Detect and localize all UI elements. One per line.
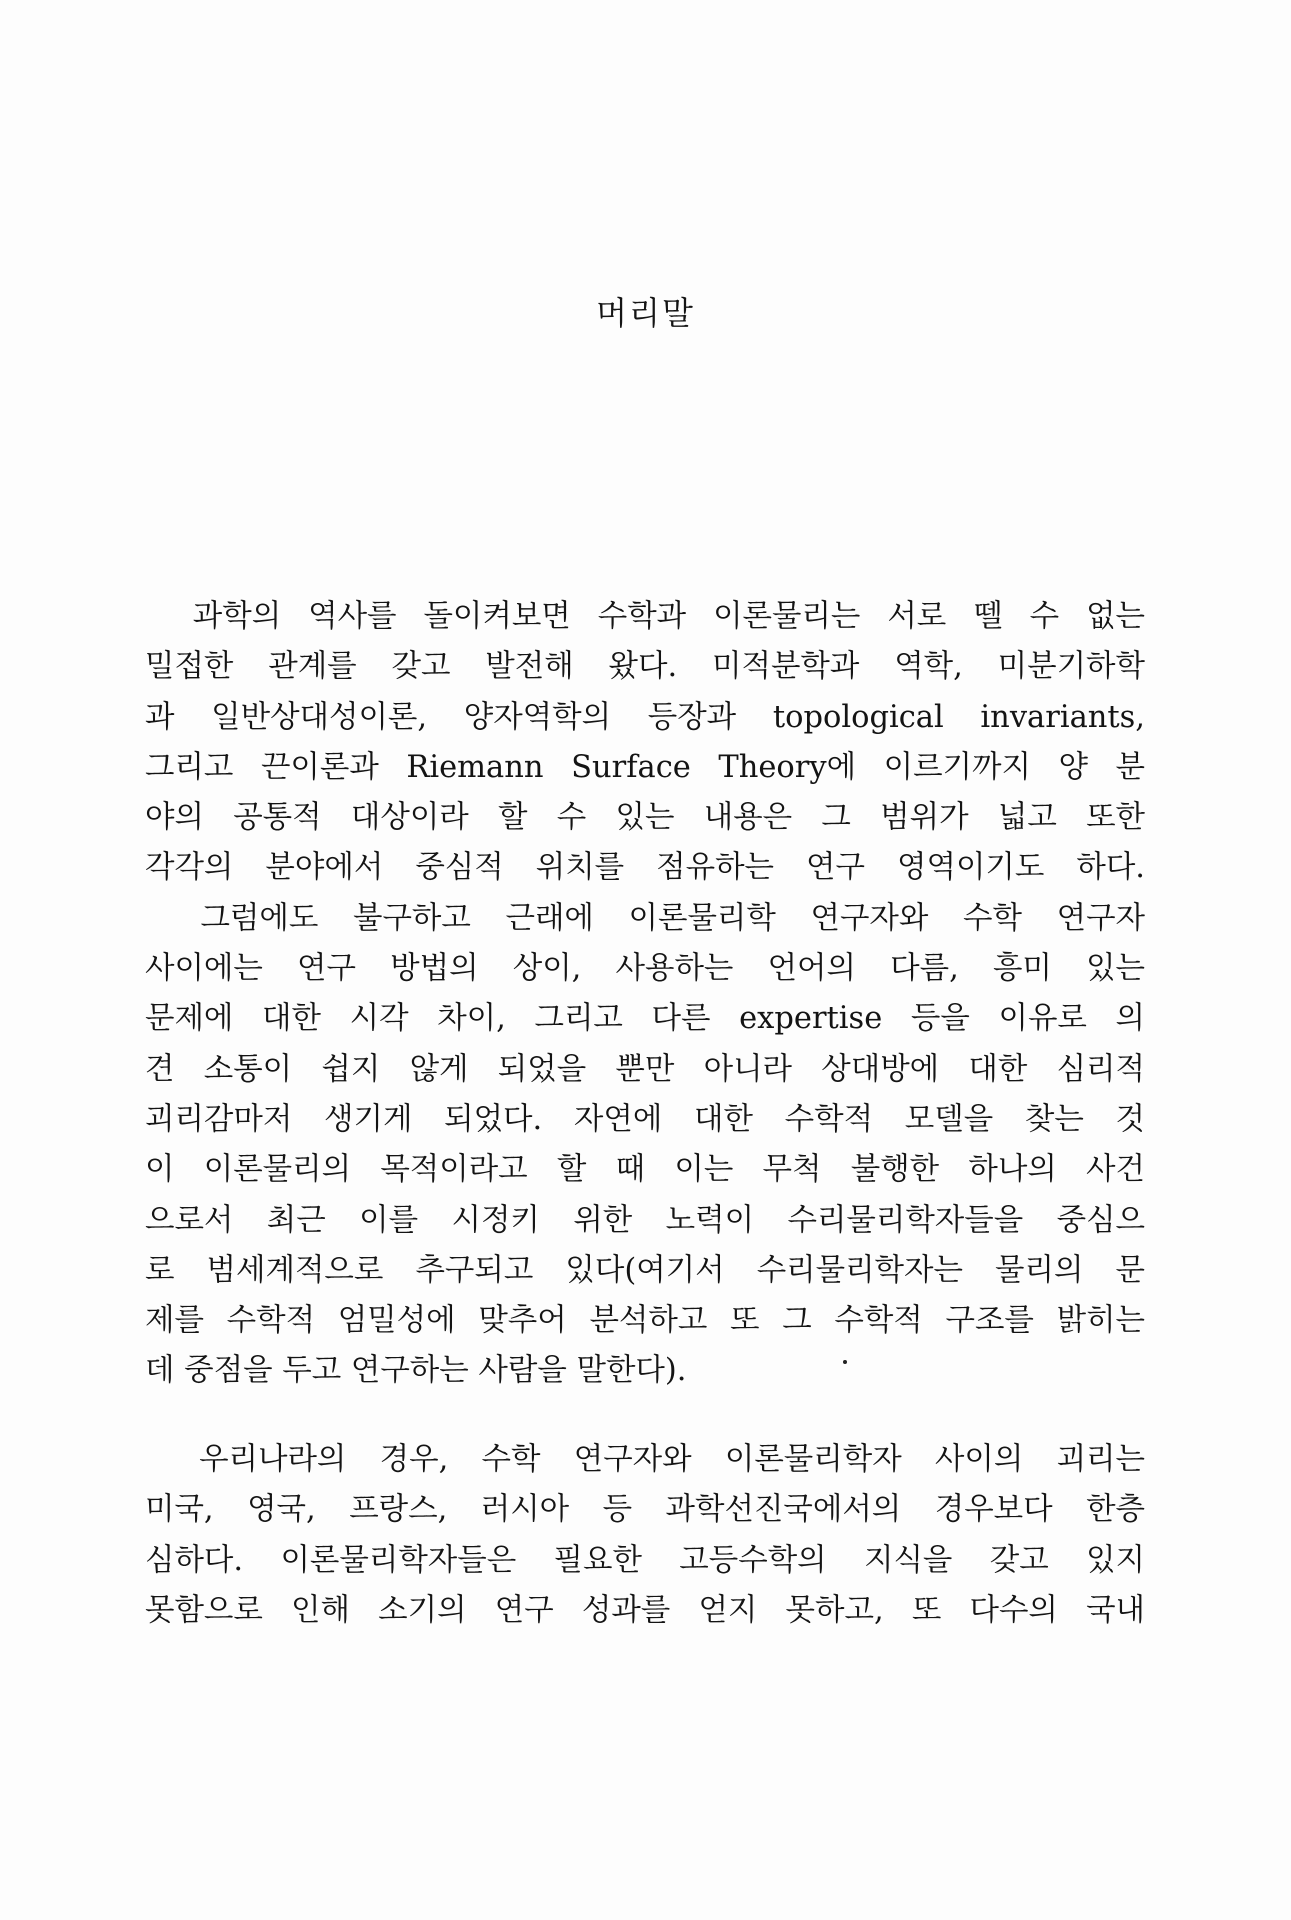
text-line: 심하다. 이론물리학자들은 필요한 고등수학의 지식을 갖고 있지 bbox=[145, 1542, 1145, 1578]
text-line: 그리고 끈이론과 Riemann Surface Theory에 이르기까지 양 분 bbox=[145, 749, 1145, 785]
text-line: 견 소통이 쉽지 않게 되었을 뿐만 아니라 상대방에 대한 심리적 bbox=[145, 1051, 1145, 1087]
text-line: 야의 공통적 대상이라 할 수 있는 내용은 그 범위가 넓고 또한 bbox=[145, 800, 1145, 836]
text-line: 문제에 대한 시각 차이, 그리고 다른 expertise 등을 이유로 의 bbox=[145, 1001, 1145, 1037]
text-line: 로 범세계적으로 추구되고 있다(여기서 수리물리학자는 물리의 문 bbox=[145, 1252, 1145, 1288]
text-line: 으로서 최근 이를 시정키 위한 노력이 수리물리학자들을 중심으 bbox=[145, 1202, 1145, 1238]
stray-dot-mark bbox=[843, 1360, 847, 1364]
text-line: 이 이론물리의 목적이라고 할 때 이는 무척 불행한 하나의 사건 bbox=[145, 1152, 1145, 1188]
paragraph-2 bbox=[145, 1435, 1145, 1636]
text-line: 사이에는 연구 방법의 상이, 사용하는 언어의 다름, 흥미 있는 bbox=[145, 951, 1145, 987]
text-line: 데 중점을 두고 연구하는 사람을 말한다). bbox=[145, 1353, 687, 1389]
text-line: 괴리감마저 생기게 되었다. 자연에 대한 수학적 모델을 찾는 것 bbox=[145, 1101, 1145, 1137]
text-line: 밀접한 관계를 갖고 발전해 왔다. 미적분학과 역학, 미분기하학 bbox=[145, 649, 1145, 685]
text-line: 제를 수학적 엄밀성에 맞추어 분석하고 또 그 수학적 구조를 밝히는 bbox=[145, 1303, 1145, 1339]
text-line: 과학의 역사를 돌이켜보면 수학과 이론물리는 서로 뗄 수 없는 bbox=[145, 599, 1145, 634]
text-line: 못함으로 인해 소기의 연구 성과를 얻지 못하고, 또 다수의 국내 bbox=[145, 1592, 1145, 1628]
text-line: 과 일반상대성이론, 양자역학의 등장과 topological invariants, bbox=[145, 699, 1145, 735]
text-line: 우리나라의 경우, 수학 연구자와 이론물리학자 사이의 괴리는 bbox=[145, 1442, 1145, 1477]
text-line: 미국, 영국, 프랑스, 러시아 등 과학선진국에서의 경우보다 한층 bbox=[145, 1492, 1145, 1528]
text-line: 각각의 분야에서 중심적 위치를 점유하는 연구 영역이기도 하다. bbox=[145, 850, 1145, 886]
paragraph-1 bbox=[145, 592, 1145, 1397]
page-title: 머리말 bbox=[596, 294, 695, 332]
text-line: 그럼에도 불구하고 근래에 이론물리학 연구자와 수학 연구자 bbox=[145, 900, 1145, 936]
